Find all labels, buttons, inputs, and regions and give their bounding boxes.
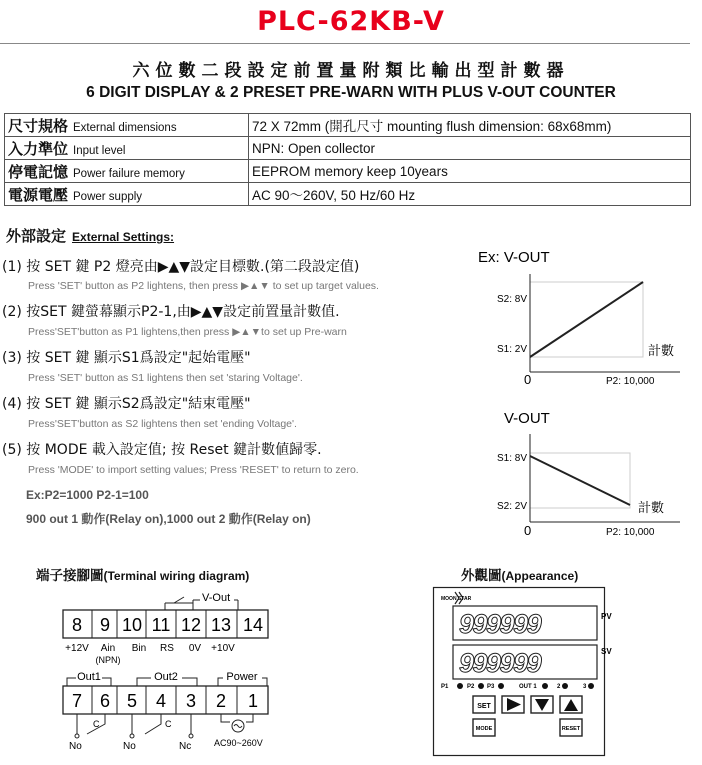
relay1-c-label: C (93, 719, 100, 729)
settings-title (6, 225, 174, 246)
terminal-wiring-diagram (55, 588, 285, 758)
label-bin: Bin (131, 643, 147, 654)
x-end-label: P2: 10,000 (606, 376, 655, 387)
indicator-out2-led (562, 683, 568, 689)
ac-voltage-label: AC90~260V (214, 738, 263, 748)
vout-line (530, 456, 630, 505)
x-axis-label: 計數 (648, 343, 675, 358)
step-2: (2) 按SET 鍵螢幕顯示P2-1,由▶▲▼設定前置量計數值. (2, 304, 340, 320)
indicator-p1-led (457, 683, 463, 689)
out1-label: Out1 (77, 671, 101, 683)
y-bottom-label: S1: 2V (497, 344, 528, 355)
y-top-label: S2: 8V (497, 294, 528, 305)
indicator-out1-label: OUT 1 (519, 684, 537, 690)
title-english: 6 DIGIT DISPLAY & 2 PRESET PRE-WARN WITH PLUS V-OUT COUNTER (86, 84, 616, 101)
terminal-11: 11 (151, 615, 171, 635)
down-arrow-button[interactable] (531, 696, 553, 713)
set-button-label: SET (477, 703, 491, 710)
terminal-12: 12 (180, 615, 202, 635)
reset-button-label: RESET (561, 726, 581, 732)
indicator-p1-label: P1 (441, 684, 449, 690)
spec-label-zh: 入力準位 (8, 139, 69, 158)
spec-row (5, 137, 691, 160)
terminal-1: 1 (247, 691, 259, 711)
spec-label-en: External dimensions (73, 121, 177, 134)
example-line-1: Ex:P2=1000 P2-1=100 (26, 488, 149, 502)
pv-digits: 999999 (459, 609, 541, 639)
spec-label-zh: 電源電壓 (8, 185, 69, 204)
set-button[interactable] (473, 696, 495, 713)
out2-label: Out2 (154, 671, 178, 683)
label-ain: Ain (100, 643, 116, 654)
origin-label: 0 (524, 523, 532, 538)
label-0v: 0V (188, 643, 202, 654)
terminal-3: 3 (185, 691, 197, 711)
graph-title: Ex: V-OUT (478, 249, 550, 266)
counter-front-panel (433, 587, 612, 759)
sv-digits: 999999 (459, 648, 541, 678)
indicator-out1-led (542, 683, 548, 689)
x-end-label: P2: 10,000 (606, 527, 655, 538)
y-bottom-label: S2: 2V (497, 501, 528, 512)
spec-label-en: Power failure memory (73, 167, 185, 180)
vout-graph-falling (470, 404, 695, 549)
ac-source-icon (221, 714, 253, 732)
header-divider (0, 43, 690, 44)
terminal-2: 2 (215, 691, 227, 711)
terminal-9: 9 (99, 615, 111, 635)
indicator-out2-label: 2 (557, 684, 561, 690)
vout-graph-rising (470, 244, 695, 389)
terminal-8: 8 (71, 615, 83, 635)
step-4-en: Press'SET'button as S2 lightens then set 'ending Voltage'. (28, 418, 297, 430)
mode-button-label: MODE (475, 726, 493, 732)
settings-title-en: External Settings: (72, 230, 175, 244)
step-5-en: Press 'MODE' to import setting values; Press 'RESET' to return to zero. (28, 464, 359, 476)
terminal-5: 5 (126, 691, 138, 711)
spec-row (5, 183, 691, 206)
relay1-contacts (75, 714, 105, 738)
y-top-label: S1: 8V (497, 453, 528, 464)
reset-button[interactable] (560, 719, 582, 736)
mode-button[interactable] (473, 719, 495, 736)
step-2-en: Press'SET'button as P1 lightens,then press ▶▲▼to set up Pre-warn (28, 326, 347, 338)
indicator-p3-label: P3 (487, 684, 495, 690)
power-label: Power (226, 671, 258, 683)
appearance-title-zh: 外觀圖 (461, 568, 502, 584)
spec-value: NPN: Open collector (252, 140, 376, 156)
vout-label: V-Out (202, 592, 231, 604)
step-3: (3) 按 SET 鍵 顯示S1爲設定"起始電壓" (2, 350, 251, 366)
spec-label-en: Input level (73, 144, 126, 157)
spec-label-zh: 停電記憶 (8, 162, 69, 181)
wiring-title (36, 564, 249, 584)
terminal-10: 10 (121, 615, 143, 635)
spec-value: 72 X 72mm (開孔尺寸 mounting flush dimension: 68x68mm) (252, 119, 612, 134)
sv-label: SV (601, 647, 612, 656)
step-1-en: Press 'SET' button as P2 lightens, then press ▶▲▼ to set up target values. (28, 280, 379, 292)
relay2-nc-label: Nc (179, 741, 192, 752)
step-5: (5) 按 MODE 載入設定值; 按 Reset 鍵計數値歸零. (2, 442, 322, 458)
relay2-c-label: C (165, 719, 172, 729)
example-line-2: 900 out 1 動作(Relay on),1000 out 2 動作(Relay on) (26, 512, 311, 526)
origin-label: 0 (524, 372, 532, 387)
indicator-out3-label: 3 (583, 684, 587, 690)
spec-row (5, 160, 691, 183)
spec-table (4, 113, 691, 206)
spec-label-en: Power supply (73, 190, 143, 203)
terminal-4: 4 (155, 691, 167, 711)
switch-contact (174, 597, 184, 603)
wiring-title-en: (Terminal wiring diagram) (103, 569, 250, 583)
x-axis-label: 計數 (638, 500, 665, 515)
step-4: (4) 按 SET 鍵 顯示S2爲設定"結束電壓" (2, 396, 251, 412)
up-arrow-button[interactable] (560, 696, 582, 713)
relay2-contacts (130, 714, 193, 738)
label-rs: RS (160, 643, 174, 654)
indicator-out3-led (588, 683, 594, 689)
indicator-p3-led (498, 683, 504, 689)
model-title: PLC-62KB-V (257, 6, 445, 37)
spec-value: AC 90～260V, 50 Hz/60 Hz (252, 188, 416, 203)
relay1-no-label: No (69, 741, 82, 752)
terminal-7: 7 (71, 691, 83, 711)
graph-title: V-OUT (504, 410, 550, 427)
appearance-title-en: (Appearance) (501, 569, 579, 583)
vout-line (530, 282, 643, 357)
settings-title-zh: 外部設定 (6, 227, 67, 245)
label-12v: +12V (65, 643, 89, 654)
pv-label: PV (601, 612, 612, 621)
indicator-p2-led (478, 683, 484, 689)
right-arrow-button[interactable] (502, 696, 524, 713)
appearance-title (461, 564, 578, 584)
relay2-no-label: No (123, 741, 136, 752)
title-chinese: 六位數二段設定前置量附類比輸出型計數器 (132, 61, 570, 81)
indicator-p2-label: P2 (467, 684, 475, 690)
label-10v: +10V (211, 643, 235, 654)
spec-label-zh: 尺寸規格 (8, 116, 69, 135)
brand-name: MOON STAR (441, 596, 472, 602)
terminal-6: 6 (99, 691, 111, 711)
step-1: (1) 按 SET 鍵 P2 燈亮由▶▲▼設定目標數.(第二段設定值) (2, 259, 360, 275)
terminal-14: 14 (242, 615, 264, 635)
spec-row (5, 114, 691, 137)
terminal-13: 13 (210, 615, 232, 635)
wiring-title-zh: 端子接腳圖 (36, 568, 104, 584)
label-npn: (NPN) (95, 655, 121, 665)
spec-value: EEPROM memory keep 10years (252, 163, 448, 179)
step-3-en: Press 'SET' button as S1 lightens then set 'staring Voltage'. (28, 372, 303, 384)
